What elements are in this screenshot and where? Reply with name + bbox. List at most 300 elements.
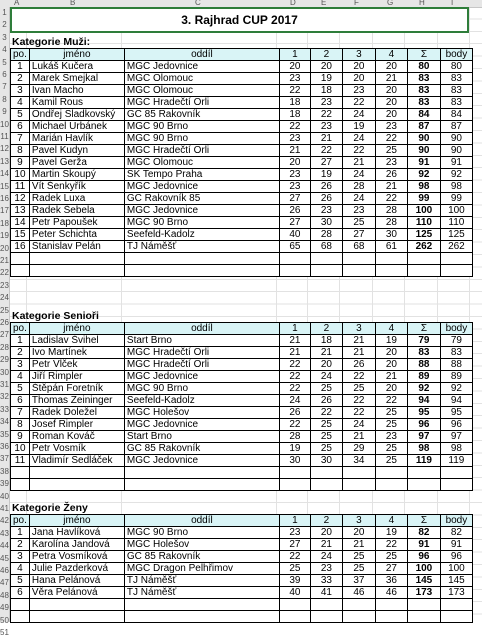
cell-r2[interactable]: 24	[310, 371, 342, 383]
cell-body[interactable]: 99	[440, 193, 472, 205]
cell-r4[interactable]: 21	[375, 371, 407, 383]
column-header-f[interactable]: F	[354, 0, 359, 7]
cell-r1[interactable]: 30	[279, 455, 310, 467]
cell-r3[interactable]: 25	[342, 551, 375, 563]
cell-r4[interactable]: 23	[375, 157, 407, 169]
cell-r1[interactable]: 26	[279, 205, 310, 217]
cell-po[interactable]: 12	[11, 193, 30, 205]
cell-po[interactable]: 4	[11, 97, 30, 109]
cell-jmeno[interactable]: Vladimír Sedláček	[29, 455, 124, 467]
cell-r3[interactable]: 23	[342, 85, 375, 97]
column-heading-body[interactable]: body	[440, 323, 472, 335]
cell-po[interactable]: 2	[11, 347, 30, 359]
cell-oddil[interactable]: SK Tempo Praha	[124, 169, 279, 181]
cell-oddil[interactable]: MGC 90 Brno	[124, 383, 279, 395]
row-number[interactable]: 45	[0, 553, 9, 563]
cell-r3[interactable]: 19	[342, 121, 375, 133]
empty-cell[interactable]	[407, 265, 440, 277]
row-number[interactable]: 7	[2, 82, 7, 92]
cell-r3[interactable]: 22	[342, 407, 375, 419]
cell-r4[interactable]: 22	[375, 539, 407, 551]
cell-jmeno[interactable]: Peter Schichta	[29, 229, 124, 241]
cell-body[interactable]: 80	[440, 61, 472, 73]
cell-r1[interactable]: 21	[279, 145, 310, 157]
cell-jmeno[interactable]: Jana Havlíková	[29, 527, 124, 539]
column-heading-body[interactable]: body	[440, 515, 472, 527]
cell-r1[interactable]: 22	[279, 371, 310, 383]
column-heading-po[interactable]: po.	[11, 515, 30, 527]
cell-po[interactable]: 2	[11, 539, 30, 551]
cell-body[interactable]: 96	[440, 551, 472, 563]
cell-jmeno[interactable]: Michael Urbánek	[29, 121, 124, 133]
cell-r2[interactable]: 23	[310, 121, 342, 133]
empty-cell[interactable]	[29, 611, 124, 623]
row-number[interactable]: 25	[0, 305, 9, 315]
column-heading-jmeno[interactable]: jméno	[29, 49, 124, 61]
cell-sum[interactable]: 89	[407, 371, 440, 383]
cell-oddil[interactable]: TJ Náměšť	[124, 587, 279, 599]
cell-po[interactable]: 5	[11, 575, 30, 587]
cell-r4[interactable]: 19	[375, 335, 407, 347]
cell-oddil[interactable]: MGC Olomouc	[124, 85, 279, 97]
cell-po[interactable]: 6	[11, 121, 30, 133]
cell-oddil[interactable]: GC Rakovník 85	[124, 193, 279, 205]
row-number[interactable]: 1	[2, 8, 7, 17]
column-heading-oddil[interactable]: oddíl	[124, 515, 279, 527]
cell-oddil[interactable]: GC 85 Rakovník	[124, 109, 279, 121]
cell-r1[interactable]: 21	[279, 347, 310, 359]
cell-body[interactable]: 98	[440, 443, 472, 455]
column-heading-sum[interactable]: Σ	[407, 515, 440, 527]
empty-cell[interactable]	[11, 253, 30, 265]
cell-body[interactable]: 96	[440, 419, 472, 431]
cell-oddil[interactable]: MGC Holešov	[124, 539, 279, 551]
cell-sum[interactable]: 79	[407, 335, 440, 347]
row-number[interactable]: 38	[0, 466, 9, 476]
column-heading-r4[interactable]: 4	[375, 515, 407, 527]
cell-r4[interactable]: 25	[375, 407, 407, 419]
row-number[interactable]: 42	[0, 516, 9, 526]
cell-jmeno[interactable]: Marek Smejkal	[29, 73, 124, 85]
cell-body[interactable]: 98	[440, 181, 472, 193]
cell-po[interactable]: 15	[11, 229, 30, 241]
cell-r4[interactable]: 36	[375, 575, 407, 587]
cell-r1[interactable]: 18	[279, 109, 310, 121]
cell-po[interactable]: 13	[11, 205, 30, 217]
column-heading-sum[interactable]: Σ	[407, 49, 440, 61]
cell-po[interactable]: 11	[11, 455, 30, 467]
row-number[interactable]: 13	[0, 156, 9, 166]
cell-po[interactable]: 7	[11, 133, 30, 145]
cell-r2[interactable]: 19	[310, 169, 342, 181]
empty-cell[interactable]	[342, 479, 375, 491]
cell-jmeno[interactable]: Martin Skoupý	[29, 169, 124, 181]
cell-body[interactable]: 79	[440, 335, 472, 347]
empty-cell[interactable]	[11, 467, 30, 479]
empty-cell[interactable]	[279, 467, 310, 479]
cell-r4[interactable]: 27	[375, 563, 407, 575]
row-number[interactable]: 26	[0, 318, 9, 327]
column-heading-po[interactable]: po.	[11, 49, 30, 61]
cell-oddil[interactable]: MGC Hradečtí Orli	[124, 347, 279, 359]
cell-r1[interactable]: 21	[279, 335, 310, 347]
cell-r4[interactable]: 30	[375, 229, 407, 241]
cell-r1[interactable]: 23	[279, 73, 310, 85]
row-number[interactable]: 6	[2, 70, 7, 79]
cell-sum[interactable]: 88	[407, 359, 440, 371]
cell-r2[interactable]: 33	[310, 575, 342, 587]
cell-jmeno[interactable]: Petr Vlček	[29, 359, 124, 371]
cell-jmeno[interactable]: Karolína Jandová	[29, 539, 124, 551]
cell-po[interactable]: 11	[11, 181, 30, 193]
cell-r2[interactable]: 22	[310, 109, 342, 121]
column-heading-r1[interactable]: 1	[279, 323, 310, 335]
column-heading-r4[interactable]: 4	[375, 323, 407, 335]
cell-sum[interactable]: 83	[407, 85, 440, 97]
cell-r4[interactable]: 61	[375, 241, 407, 253]
empty-cell[interactable]	[310, 479, 342, 491]
cell-po[interactable]: 2	[11, 73, 30, 85]
cell-sum[interactable]: 95	[407, 407, 440, 419]
cell-body[interactable]: 83	[440, 85, 472, 97]
cell-r2[interactable]: 27	[310, 157, 342, 169]
cell-r4[interactable]: 21	[375, 181, 407, 193]
column-heading-r3[interactable]: 3	[342, 49, 375, 61]
cell-r3[interactable]: 21	[342, 335, 375, 347]
cell-sum[interactable]: 91	[407, 539, 440, 551]
cell-sum[interactable]: 110	[407, 217, 440, 229]
cell-sum[interactable]: 94	[407, 395, 440, 407]
column-heading-jmeno[interactable]: jméno	[29, 323, 124, 335]
cell-sum[interactable]: 96	[407, 419, 440, 431]
row-number[interactable]: 31	[0, 380, 9, 389]
cell-r4[interactable]: 20	[375, 347, 407, 359]
row-number[interactable]: 8	[2, 94, 7, 104]
cell-jmeno[interactable]: Ivan Macho	[29, 85, 124, 97]
cell-r1[interactable]: 23	[279, 169, 310, 181]
cell-jmeno[interactable]: Vít Šenkyřík	[29, 181, 124, 193]
cell-oddil[interactable]: MGC Holešov	[124, 407, 279, 419]
cell-r4[interactable]: 22	[375, 395, 407, 407]
column-header-d[interactable]: D	[290, 0, 296, 7]
column-header-a[interactable]: A	[14, 0, 20, 7]
cell-jmeno[interactable]: Radek Doležel	[29, 407, 124, 419]
empty-cell[interactable]	[407, 479, 440, 491]
cell-r4[interactable]: 20	[375, 61, 407, 73]
cell-r3[interactable]: 21	[342, 539, 375, 551]
cell-body[interactable]: 100	[440, 205, 472, 217]
cell-r1[interactable]: 39	[279, 575, 310, 587]
empty-cell[interactable]	[342, 611, 375, 623]
row-number[interactable]: 12	[0, 144, 9, 154]
cell-sum[interactable]: 173	[407, 587, 440, 599]
cell-oddil[interactable]: MGC Olomouc	[124, 157, 279, 169]
row-number[interactable]: 30	[0, 367, 9, 377]
cell-r3[interactable]: 21	[342, 347, 375, 359]
cell-r1[interactable]: 28	[279, 431, 310, 443]
empty-cell[interactable]	[279, 253, 310, 265]
empty-cell[interactable]	[375, 253, 407, 265]
cell-sum[interactable]: 92	[407, 169, 440, 181]
cell-jmeno[interactable]: Štěpán Foretník	[29, 383, 124, 395]
cell-jmeno[interactable]: Ivo Martínek	[29, 347, 124, 359]
cell-r1[interactable]: 27	[279, 193, 310, 205]
cell-r1[interactable]: 22	[279, 383, 310, 395]
cell-sum[interactable]: 84	[407, 109, 440, 121]
row-number[interactable]: 41	[0, 504, 9, 513]
cell-r2[interactable]: 25	[310, 443, 342, 455]
cell-r4[interactable]: 26	[375, 169, 407, 181]
empty-cell[interactable]	[407, 467, 440, 479]
cell-body[interactable]: 97	[440, 431, 472, 443]
row-number[interactable]: 43	[0, 528, 9, 538]
cell-r4[interactable]: 20	[375, 359, 407, 371]
row-number[interactable]: 32	[0, 392, 9, 402]
column-heading-r2[interactable]: 2	[310, 49, 342, 61]
row-number[interactable]: 20	[0, 243, 9, 253]
cell-sum[interactable]: 98	[407, 181, 440, 193]
empty-cell[interactable]	[375, 599, 407, 611]
cell-r3[interactable]: 24	[342, 419, 375, 431]
cell-r1[interactable]: 65	[279, 241, 310, 253]
cell-oddil[interactable]: MGC Jedovnice	[124, 455, 279, 467]
cell-r2[interactable]: 25	[310, 383, 342, 395]
cell-r1[interactable]: 26	[279, 407, 310, 419]
cell-sum[interactable]: 125	[407, 229, 440, 241]
cell-jmeno[interactable]: Josef Rimpler	[29, 419, 124, 431]
row-number[interactable]: 19	[0, 231, 9, 241]
cell-r3[interactable]: 34	[342, 455, 375, 467]
row-number[interactable]: 17	[0, 206, 9, 216]
cell-r3[interactable]: 27	[342, 229, 375, 241]
empty-cell[interactable]	[375, 467, 407, 479]
cell-jmeno[interactable]: Hana Pelánová	[29, 575, 124, 587]
empty-cell[interactable]	[310, 599, 342, 611]
cell-r3[interactable]: 20	[342, 73, 375, 85]
cell-po[interactable]: 8	[11, 145, 30, 157]
empty-cell[interactable]	[124, 265, 279, 277]
column-header-i[interactable]: I	[451, 0, 454, 7]
column-header-c[interactable]: C	[195, 0, 201, 7]
cell-r3[interactable]: 37	[342, 575, 375, 587]
cell-jmeno[interactable]: Pavel Kudyn	[29, 145, 124, 157]
row-number[interactable]: 44	[0, 541, 9, 551]
cell-r1[interactable]: 27	[279, 217, 310, 229]
cell-r1[interactable]: 24	[279, 395, 310, 407]
empty-cell[interactable]	[29, 467, 124, 479]
cell-oddil[interactable]: MGC Jedovnice	[124, 61, 279, 73]
cell-r3[interactable]: 26	[342, 359, 375, 371]
cell-r1[interactable]: 22	[279, 85, 310, 97]
cell-r2[interactable]: 30	[310, 455, 342, 467]
cell-oddil[interactable]: MGC 90 Brno	[124, 527, 279, 539]
empty-cell[interactable]	[342, 599, 375, 611]
cell-oddil[interactable]: TJ Náměšť	[124, 575, 279, 587]
cell-sum[interactable]: 262	[407, 241, 440, 253]
cell-po[interactable]: 9	[11, 157, 30, 169]
cell-oddil[interactable]: MGC Jedovnice	[124, 181, 279, 193]
empty-cell[interactable]	[407, 253, 440, 265]
row-number[interactable]: 18	[0, 218, 9, 228]
cell-jmeno[interactable]: Radek Šebela	[29, 205, 124, 217]
cell-r2[interactable]: 21	[310, 133, 342, 145]
cell-r1[interactable]: 22	[279, 359, 310, 371]
cell-oddil[interactable]: MGC Hradečtí Orli	[124, 145, 279, 157]
cell-jmeno[interactable]: Petr Papoušek	[29, 217, 124, 229]
cell-r3[interactable]: 46	[342, 587, 375, 599]
cell-r1[interactable]: 20	[279, 61, 310, 73]
empty-cell[interactable]	[29, 479, 124, 491]
cell-sum[interactable]: 91	[407, 157, 440, 169]
cell-sum[interactable]: 83	[407, 73, 440, 85]
cell-sum[interactable]: 100	[407, 205, 440, 217]
empty-cell[interactable]	[29, 599, 124, 611]
cell-r2[interactable]: 23	[310, 205, 342, 217]
empty-cell[interactable]	[440, 253, 472, 265]
cell-r4[interactable]: 28	[375, 205, 407, 217]
empty-cell[interactable]	[310, 467, 342, 479]
column-heading-r1[interactable]: 1	[279, 515, 310, 527]
cell-oddil[interactable]: GC 85 Rakovník	[124, 551, 279, 563]
cell-jmeno[interactable]: Roman Kováč	[29, 431, 124, 443]
empty-cell[interactable]	[407, 611, 440, 623]
empty-cell[interactable]	[342, 467, 375, 479]
cell-r4[interactable]: 25	[375, 145, 407, 157]
cell-r4[interactable]: 20	[375, 383, 407, 395]
cell-r4[interactable]: 25	[375, 443, 407, 455]
cell-po[interactable]: 1	[11, 335, 30, 347]
row-number[interactable]: 29	[0, 355, 9, 365]
cell-po[interactable]: 5	[11, 383, 30, 395]
cell-r2[interactable]: 20	[310, 359, 342, 371]
cell-r2[interactable]: 23	[310, 563, 342, 575]
cell-r2[interactable]: 20	[310, 527, 342, 539]
empty-cell[interactable]	[440, 599, 472, 611]
cell-body[interactable]: 90	[440, 133, 472, 145]
cell-r3[interactable]: 21	[342, 157, 375, 169]
cell-r1[interactable]: 22	[279, 419, 310, 431]
cell-r2[interactable]: 18	[310, 85, 342, 97]
cell-sum[interactable]: 99	[407, 193, 440, 205]
row-number[interactable]: 51	[0, 628, 9, 637]
column-heading-r2[interactable]: 2	[310, 515, 342, 527]
cell-r2[interactable]: 25	[310, 431, 342, 443]
empty-cell[interactable]	[124, 611, 279, 623]
cell-po[interactable]: 7	[11, 407, 30, 419]
cell-r3[interactable]: 22	[342, 395, 375, 407]
cell-jmeno[interactable]: Ladislav Švihel	[29, 335, 124, 347]
row-number[interactable]: 15	[0, 181, 9, 191]
cell-body[interactable]: 83	[440, 73, 472, 85]
cell-r2[interactable]: 21	[310, 347, 342, 359]
cell-r1[interactable]: 40	[279, 587, 310, 599]
cell-r2[interactable]: 41	[310, 587, 342, 599]
cell-body[interactable]: 100	[440, 563, 472, 575]
empty-cell[interactable]	[375, 479, 407, 491]
empty-cell[interactable]	[29, 265, 124, 277]
row-number[interactable]: 48	[0, 590, 9, 600]
cell-po[interactable]: 6	[11, 395, 30, 407]
empty-cell[interactable]	[279, 611, 310, 623]
cell-sum[interactable]: 90	[407, 133, 440, 145]
cell-r3[interactable]: 24	[342, 193, 375, 205]
cell-jmeno[interactable]: Věra Pelánová	[29, 587, 124, 599]
row-number[interactable]: 4	[2, 45, 7, 55]
cell-jmeno[interactable]: Pavel Gerža	[29, 157, 124, 169]
cell-r3[interactable]: 24	[342, 169, 375, 181]
cell-jmeno[interactable]: Thomas Zeininger	[29, 395, 124, 407]
cell-r4[interactable]: 20	[375, 85, 407, 97]
cell-r3[interactable]: 23	[342, 205, 375, 217]
cell-sum[interactable]: 90	[407, 145, 440, 157]
column-heading-po[interactable]: po.	[11, 323, 30, 335]
empty-cell[interactable]	[440, 467, 472, 479]
cell-oddil[interactable]: Seefeld-Kadolz	[124, 395, 279, 407]
cell-jmeno[interactable]: Lukáš Kučera	[29, 61, 124, 73]
cell-r2[interactable]: 23	[310, 97, 342, 109]
cell-oddil[interactable]: MGC Olomouc	[124, 73, 279, 85]
cell-r3[interactable]: 21	[342, 431, 375, 443]
cell-jmeno[interactable]: Julie Pazderková	[29, 563, 124, 575]
column-heading-oddil[interactable]: oddíl	[124, 323, 279, 335]
row-number[interactable]: 47	[0, 578, 9, 588]
cell-r3[interactable]: 20	[342, 527, 375, 539]
column-heading-r1[interactable]: 1	[279, 49, 310, 61]
row-number[interactable]: 21	[0, 256, 9, 265]
cell-r1[interactable]: 40	[279, 229, 310, 241]
row-number[interactable]: 39	[0, 479, 9, 489]
empty-cell[interactable]	[124, 467, 279, 479]
cell-r3[interactable]: 25	[342, 563, 375, 575]
cell-r1[interactable]: 25	[279, 563, 310, 575]
row-number[interactable]: 37	[0, 454, 9, 464]
column-header-b[interactable]: B	[70, 0, 76, 7]
cell-sum[interactable]: 83	[407, 347, 440, 359]
row-number[interactable]: 50	[0, 615, 9, 625]
cell-r3[interactable]: 22	[342, 371, 375, 383]
row-number[interactable]: 10	[0, 119, 9, 129]
cell-r3[interactable]: 25	[342, 217, 375, 229]
cell-r4[interactable]: 23	[375, 121, 407, 133]
cell-r2[interactable]: 26	[310, 193, 342, 205]
cell-body[interactable]: 84	[440, 109, 472, 121]
cell-body[interactable]: 145	[440, 575, 472, 587]
cell-body[interactable]: 262	[440, 241, 472, 253]
cell-jmeno[interactable]: Jiří Rimpler	[29, 371, 124, 383]
cell-oddil[interactable]: MGC Dragon Pelhřimov	[124, 563, 279, 575]
row-number[interactable]: 24	[0, 293, 9, 303]
row-number[interactable]: 46	[0, 566, 9, 575]
cell-body[interactable]: 88	[440, 359, 472, 371]
empty-cell[interactable]	[310, 265, 342, 277]
cell-r4[interactable]: 21	[375, 73, 407, 85]
empty-cell[interactable]	[29, 253, 124, 265]
empty-cell[interactable]	[440, 611, 472, 623]
cell-oddil[interactable]: MGC 90 Brno	[124, 133, 279, 145]
column-heading-oddil[interactable]: oddíl	[124, 49, 279, 61]
empty-cell[interactable]	[342, 265, 375, 277]
cell-r3[interactable]: 22	[342, 97, 375, 109]
column-heading-body[interactable]: body	[440, 49, 472, 61]
empty-cell[interactable]	[11, 479, 30, 491]
column-header-e[interactable]: E	[321, 0, 327, 7]
cell-po[interactable]: 8	[11, 419, 30, 431]
cell-oddil[interactable]: Seefeld-Kadolz	[124, 229, 279, 241]
cell-r3[interactable]: 29	[342, 443, 375, 455]
column-heading-r4[interactable]: 4	[375, 49, 407, 61]
cell-r4[interactable]: 28	[375, 217, 407, 229]
row-number[interactable]: 14	[0, 169, 9, 179]
